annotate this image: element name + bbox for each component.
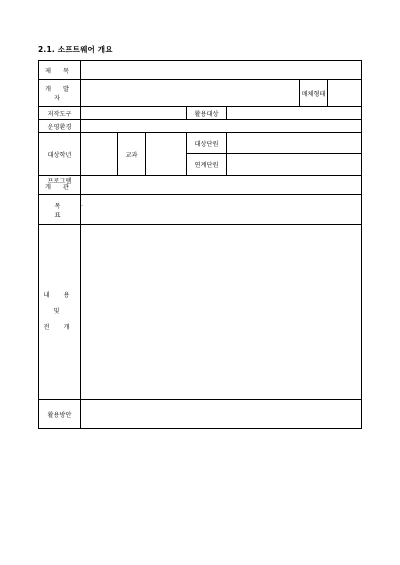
content-label-line3: 전 개	[43, 324, 76, 331]
section-heading: 2.1. 소프트웨어 개요	[38, 45, 113, 54]
subject-label: 교과	[118, 133, 146, 176]
content-label-line1: 내 용	[43, 292, 76, 299]
program-overview-label-line2: 개 관	[45, 184, 74, 191]
os-env-label: 운영환경	[39, 120, 81, 133]
software-overview-form	[38, 60, 362, 429]
authoring-tool-label: 저작도구	[39, 107, 81, 120]
title-value-cell[interactable]	[81, 61, 362, 80]
target-user-label: 활용대상	[187, 107, 227, 120]
media-type-value-cell[interactable]	[328, 80, 362, 107]
linked-unit-label: 연계단원	[187, 154, 227, 176]
usage-method-label: 활용방안	[39, 400, 81, 429]
target-user-value-cell[interactable]	[227, 107, 362, 120]
goal-label: 목 표	[39, 195, 81, 225]
developer-label: 개 발 자	[39, 80, 81, 107]
target-grade-label: 대상학년	[39, 133, 81, 176]
usage-method-value-cell[interactable]	[81, 400, 362, 429]
authoring-tool-value-cell[interactable]	[81, 107, 187, 120]
media-type-label: 매체형태	[300, 80, 328, 107]
program-overview-value-cell[interactable]	[81, 176, 362, 195]
goal-value-cell[interactable]: ·	[81, 195, 362, 225]
content-label-line2: 및	[53, 308, 66, 315]
target-unit-value-cell[interactable]	[227, 133, 362, 154]
target-unit-label: 대상단원	[187, 133, 227, 154]
os-env-value-cell[interactable]	[81, 120, 362, 133]
subject-value-cell[interactable]	[146, 133, 187, 176]
program-overview-label	[39, 176, 81, 195]
content-value-cell[interactable]	[81, 225, 362, 400]
program-overview-label-line1: 프로그램	[47, 178, 72, 185]
title-label: 제 목	[39, 61, 81, 80]
linked-unit-value-cell[interactable]	[227, 154, 362, 176]
developer-value-cell[interactable]	[81, 80, 300, 107]
content-label	[39, 225, 81, 400]
target-grade-value-cell[interactable]	[81, 133, 118, 176]
